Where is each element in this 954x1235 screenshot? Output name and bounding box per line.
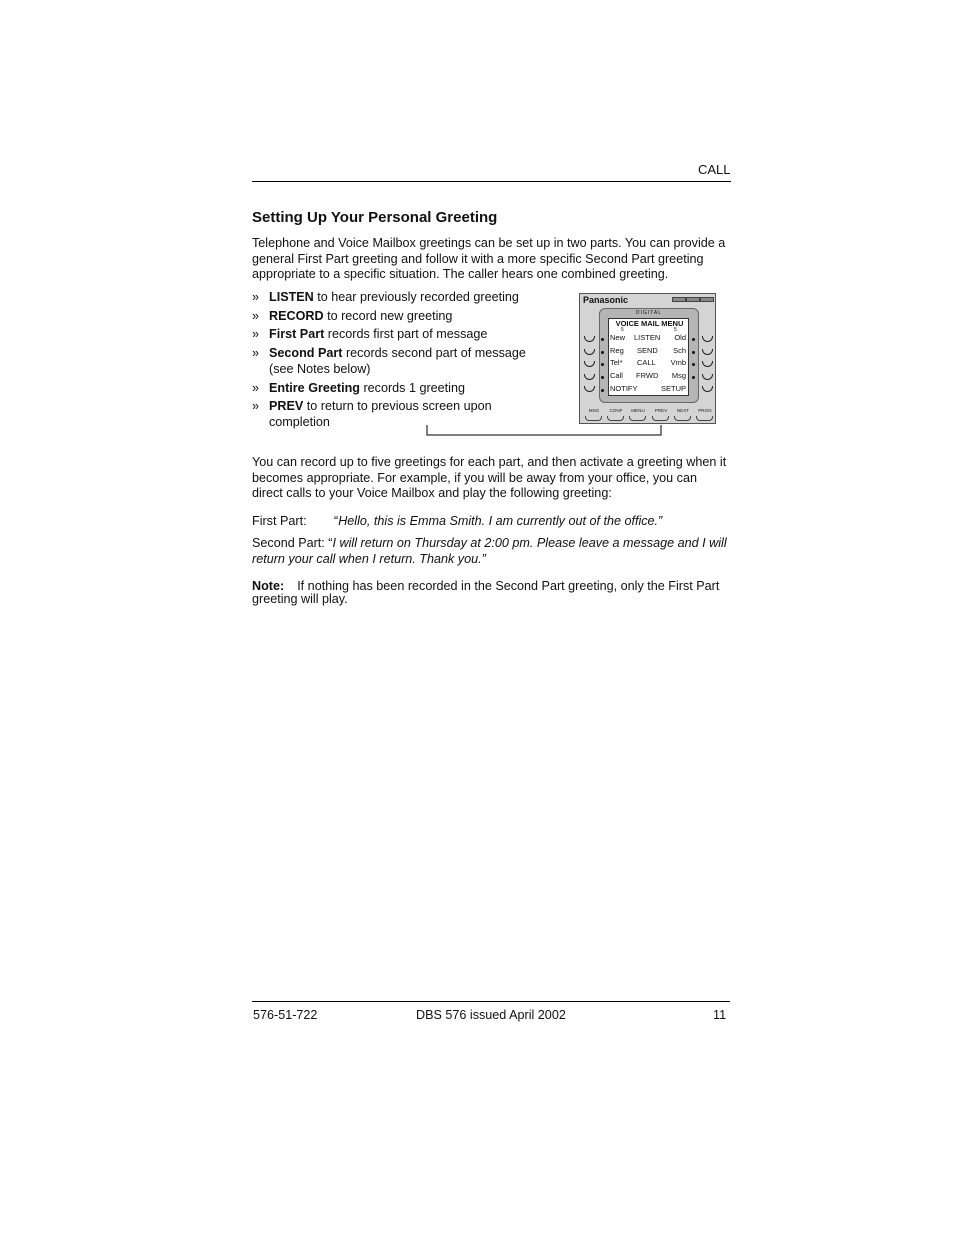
intro-paragraph: Telephone and Voice Mailbox greetings can be set up in two parts. You can provide a general First Part greeting and follow it with a more specific Second Part greeting appropriate to a specific situation. The caller hears one combined greeting. [252,236,726,282]
prog-key[interactable] [696,416,713,421]
softkey-label: Tel* [610,358,623,367]
softkey-label: LISTEN [634,333,661,342]
softkey-button[interactable] [702,361,713,367]
softkey-button[interactable] [584,361,595,367]
softkey-label: NOTIFY [610,384,638,393]
issue-info: DBS 576 issued April 2002 [416,1008,566,1022]
softkey-button[interactable] [702,386,713,392]
function-key-label: PREV [654,408,668,413]
example-paragraph: You can record up to five greetings for each part, and then activate a greeting when it becomes appropriate. For example, if you will be away from your office, you can direct calls to your Voice Mailbox and play the following greeting: [252,455,727,501]
softkey-button[interactable] [584,386,595,392]
softkey-dot [601,351,604,354]
indicator-bar [672,297,686,302]
function-key-label: NEXT [676,408,690,413]
bullet-item: » RECORD to record new greeting [252,309,453,323]
softkey-dot [692,363,695,366]
running-header: CALL [698,162,731,177]
softkey-label: CALL [637,358,656,367]
softkey-dot [692,351,695,354]
softkey-button[interactable] [702,336,713,342]
softkey-dot [692,376,695,379]
section-title: Setting Up Your Personal Greeting [252,209,498,226]
lcd-screen [608,318,689,396]
first-part-greeting: “Hello, this is Emma Smith. I am currently out of the office.” [334,514,663,528]
count-mark: 5 [621,327,624,333]
phone-display-illustration [579,293,716,424]
softkey-label: Vmb [670,358,686,367]
softkey-button[interactable] [584,349,595,355]
next-key[interactable] [674,416,691,421]
softkey-label: Sch [673,346,686,355]
function-key-label: PROG [698,408,712,413]
softkey-dot [601,376,604,379]
softkey-button[interactable] [702,374,713,380]
indicator-bar [686,297,700,302]
bullet-item: » PREV to return to previous screen upon completion [252,399,492,429]
conf-key[interactable] [607,416,624,421]
bullet-item: » Entire Greeting records 1 greeting [252,381,465,395]
softkey-dot [601,338,604,341]
prev-key[interactable] [652,416,669,421]
indicator-bar [700,297,714,302]
softkey-button[interactable] [702,349,713,355]
softkey-label: Old [674,333,686,342]
note: Note: If nothing has been recorded in the Second Part greeting, only the First Part greeting will play. [252,579,720,606]
softkey-label: Reg [610,346,624,355]
doc-number: 576-51-722 [253,1008,318,1022]
softkey-dot [601,363,604,366]
softkey-label: SEND [637,346,658,355]
softkey-button[interactable] [584,374,595,380]
screen-title: VOICE MAIL MENU [615,319,684,328]
header-rule [252,181,731,182]
softkey-label: New [610,333,626,342]
count-mark: 5 [674,327,677,333]
bullet-item: » First Part records first part of message [252,327,488,341]
softkey-label: Msg [671,371,686,380]
msg-key[interactable] [585,416,602,421]
function-key-label: MSG [588,408,600,413]
menu-key[interactable] [629,416,646,421]
function-key-label: MENU [631,408,645,413]
footer-rule [252,1001,730,1002]
page-number: 11 [713,1008,727,1022]
brand-logo: Panasonic [583,295,629,305]
softkey-label: Call [610,371,623,380]
first-part-label: First Part: [252,514,307,528]
softkey-label: SETUP [660,384,686,393]
softkey-label: FRWD [636,371,659,380]
screen-bezel [599,308,699,403]
softkey-dot [692,338,695,341]
function-key-label: CONF [609,408,623,413]
bullet-item: » LISTEN to hear previously recorded greeting [252,290,519,304]
model-label: DIGITAL [635,310,663,316]
softkey-button[interactable] [584,336,595,342]
bullet-item: » Second Part records second part of message (see Notes below) [252,346,526,376]
second-part-greeting: Second Part: “I will return on Thursday at 2:00 pm. Please leave a message and I will return your call when I return. Thank you.” [252,536,727,566]
softkey-dot [601,389,604,392]
